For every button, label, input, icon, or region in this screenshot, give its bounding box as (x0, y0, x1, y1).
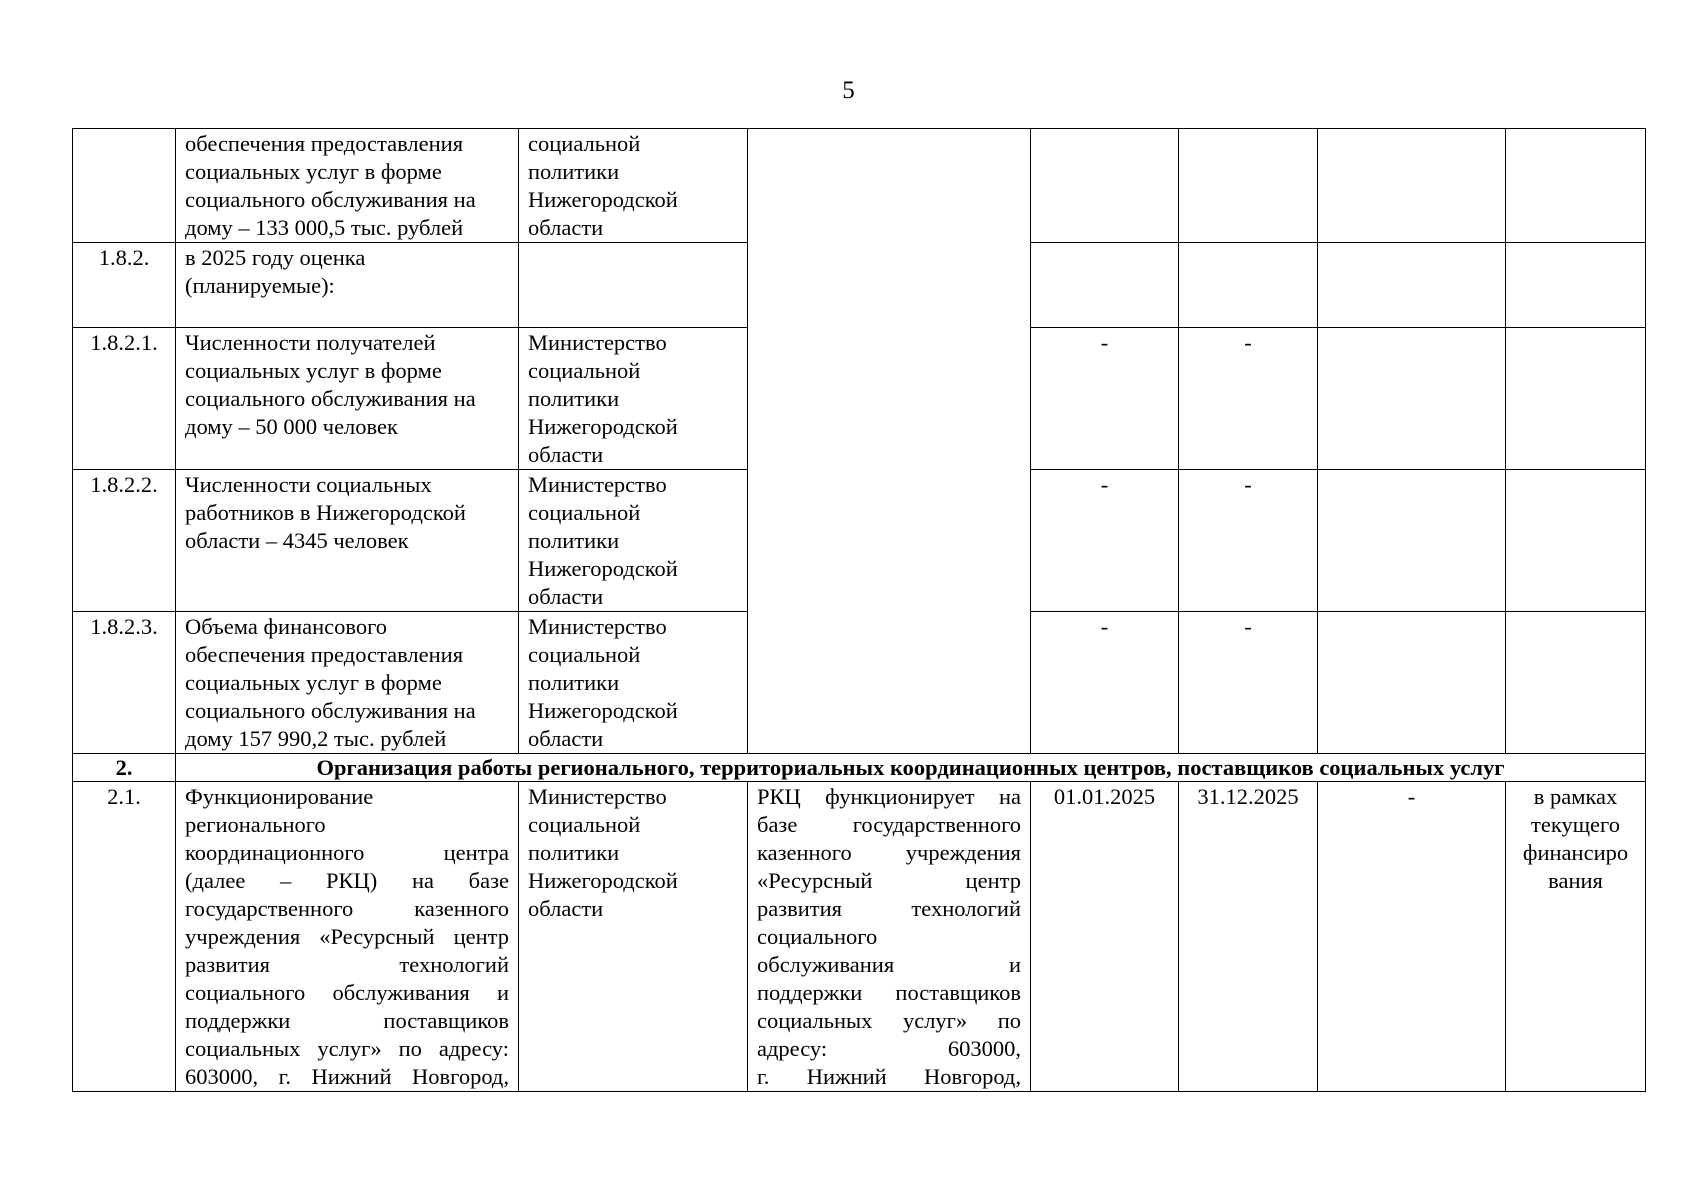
financing-cell (1506, 782, 1646, 1092)
responsible-cell (519, 470, 748, 612)
responsible-line: области (528, 215, 604, 240)
budget-cell: - (1318, 782, 1506, 1092)
activity-line: Численности социальных (185, 472, 432, 497)
end-date-cell: - (1179, 612, 1318, 754)
responsible-line: области (528, 896, 604, 921)
activity-line: 603000, г. Нижний Новгород, (185, 1064, 509, 1089)
responsible-line: области (528, 584, 604, 609)
activity-line: дому – 50 000 человек (185, 414, 398, 439)
result-line: РКЦ функционирует на (757, 784, 1021, 809)
start-date-cell (1031, 129, 1179, 243)
responsible-line: социальной (528, 500, 641, 525)
activity-line: обеспечения предоставления (185, 131, 464, 156)
activity-line: в 2025 году оценка (185, 245, 366, 270)
budget-cell (1318, 328, 1506, 470)
row-number (73, 129, 176, 243)
responsible-line: Министерство (528, 614, 667, 639)
end-date-cell: - (1179, 470, 1318, 612)
end-date-cell (1179, 243, 1318, 328)
financing-line: вания (1548, 868, 1603, 893)
responsible-line: области (528, 726, 604, 751)
activity-cell (176, 129, 519, 243)
activity-cell (176, 328, 519, 470)
responsible-line: социальной (528, 131, 641, 156)
result-line: обслуживания и (757, 952, 1021, 977)
responsible-cell (519, 782, 748, 1092)
start-date-cell: - (1031, 612, 1179, 754)
table-row (73, 782, 1646, 1092)
financing-cell (1506, 243, 1646, 328)
start-date-cell: - (1031, 470, 1179, 612)
responsible-line: Министерство (528, 784, 667, 809)
row-number: 1.8.2.1. (73, 328, 176, 470)
responsible-line: Министерство (528, 472, 667, 497)
row-number: 1.8.2.3. (73, 612, 176, 754)
end-date-cell: - (1179, 328, 1318, 470)
responsible-line: политики (528, 528, 620, 553)
responsible-cell (519, 328, 748, 470)
budget-cell (1318, 129, 1506, 243)
financing-line: финансиро (1522, 840, 1629, 865)
financing-line: текущего (1531, 812, 1620, 837)
end-date-cell (1179, 129, 1318, 243)
activity-line: координационного центра (185, 840, 509, 865)
section-row (73, 754, 1646, 782)
activity-line: поддержки поставщиков (185, 1008, 509, 1033)
activity-cell (176, 782, 519, 1092)
result-line: базе государственного (757, 812, 1021, 837)
financing-line: в рамках (1533, 784, 1618, 809)
responsible-line: политики (528, 159, 620, 184)
page-number: 5 (842, 77, 855, 104)
activity-line: регионального (185, 812, 326, 837)
financing-cell (1506, 612, 1646, 754)
responsible-line: социальной (528, 358, 641, 383)
result-cell (748, 782, 1031, 1092)
row-number: 1.8.2. (73, 243, 176, 328)
start-date-cell: - (1031, 328, 1179, 470)
budget-cell (1318, 243, 1506, 328)
plan-table (72, 128, 1646, 1092)
responsible-line: Нижегородской (528, 868, 678, 893)
activity-line: работников в Нижегородской (185, 500, 466, 525)
activity-line: дому – 133 000,5 тыс. рублей (185, 215, 464, 240)
activity-cell (176, 612, 519, 754)
end-date-cell: 31.12.2025 (1179, 782, 1318, 1092)
result-line: поддержки поставщиков (757, 980, 1021, 1005)
responsible-line: политики (528, 670, 620, 695)
activity-line: (планируемые): (185, 273, 335, 298)
activity-line: социального обслуживания на (185, 698, 476, 723)
activity-line: Объема финансового (185, 614, 388, 639)
row-number: 2.1. (73, 782, 176, 1092)
responsible-line: Нижегородской (528, 414, 678, 439)
budget-cell (1318, 470, 1506, 612)
result-line: г. Нижний Новгород, (757, 1064, 1021, 1089)
activity-line: социальных услуг в форме (185, 670, 442, 695)
responsible-cell (519, 612, 748, 754)
activity-line: области – 4345 человек (185, 528, 409, 553)
result-line: «Ресурсный центр (757, 868, 1021, 893)
responsible-line: области (528, 442, 604, 467)
responsible-line: Министерство (528, 330, 667, 355)
result-line: казенного учреждения (757, 840, 1021, 865)
responsible-line: Нижегородской (528, 556, 678, 581)
responsible-line: политики (528, 386, 620, 411)
activity-cell (176, 470, 519, 612)
activity-line: социальных услуг в форме (185, 358, 442, 383)
activity-line: Численности получателей (185, 330, 436, 355)
activity-line: социальных услуг в форме (185, 159, 442, 184)
activity-line: развития технологий (185, 952, 509, 977)
responsible-line: социальной (528, 812, 641, 837)
section-title: Организация работы регионального, территориальных координационных центров, поставщиков социальных услуг (176, 754, 1646, 782)
financing-cell (1506, 328, 1646, 470)
start-date-cell (1031, 243, 1179, 328)
responsible-line: политики (528, 840, 620, 865)
responsible-line: Нижегородской (528, 187, 678, 212)
result-line: социальных услуг» по (757, 1008, 1021, 1033)
activity-line: дому 157 990,2 тыс. рублей (185, 726, 447, 751)
start-date-cell: 01.01.2025 (1031, 782, 1179, 1092)
budget-cell (1318, 612, 1506, 754)
activity-line: обеспечения предоставления (185, 642, 464, 667)
result-line: социального (757, 924, 878, 949)
financing-cell (1506, 129, 1646, 243)
activity-line: социального обслуживания на (185, 386, 476, 411)
activity-line: социальных услуг» по адресу: (185, 1036, 509, 1061)
activity-cell (176, 243, 519, 328)
responsible-line: социальной (528, 642, 641, 667)
responsible-cell (519, 129, 748, 243)
activity-line: государственного казенного (185, 896, 509, 921)
row-number: 1.8.2.2. (73, 470, 176, 612)
table-row (73, 129, 1646, 243)
activity-line: социального обслуживания на (185, 187, 476, 212)
result-cell-merged (748, 129, 1031, 754)
activity-line: (далее – РКЦ) на базе (185, 868, 509, 893)
responsible-cell (519, 243, 748, 328)
responsible-line: Нижегородской (528, 698, 678, 723)
section-number: 2. (73, 754, 176, 782)
financing-cell (1506, 470, 1646, 612)
activity-line: учреждения «Ресурсный центр (185, 924, 509, 949)
result-line: адресу: 603000, (757, 1036, 1021, 1061)
activity-line: Функционирование (185, 784, 374, 809)
activity-line: социального обслуживания и (185, 980, 509, 1005)
result-line: развития технологий (757, 896, 1021, 921)
